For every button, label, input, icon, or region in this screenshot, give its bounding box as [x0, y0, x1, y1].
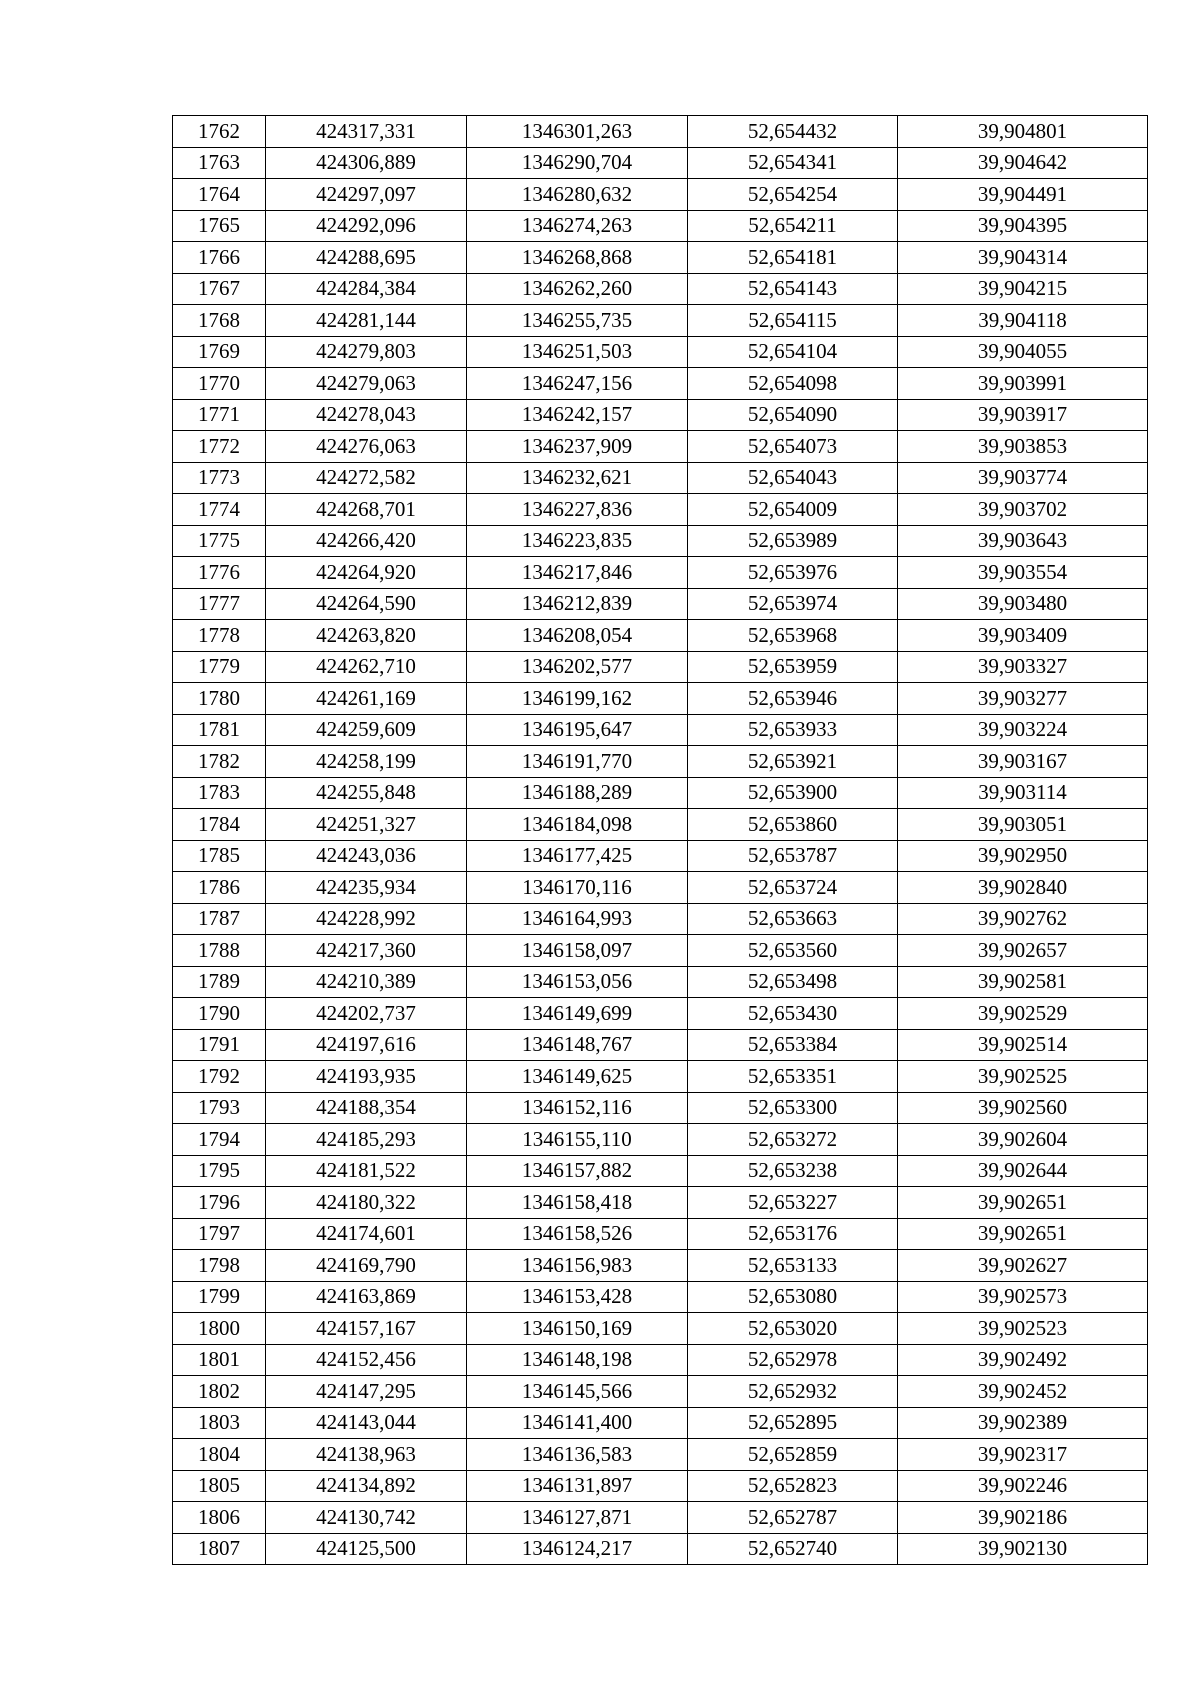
latitude-cell: 52,653300 [688, 1092, 898, 1124]
latitude-cell: 52,653133 [688, 1250, 898, 1282]
x-coordinate-cell: 424281,144 [266, 305, 467, 337]
table-row [173, 1218, 1148, 1250]
longitude-cell: 39,902840 [898, 872, 1148, 904]
point-number-cell: 1793 [173, 1092, 266, 1124]
table-row [173, 840, 1148, 872]
latitude-cell: 52,654043 [688, 462, 898, 494]
table-row [173, 809, 1148, 841]
latitude-cell: 52,653560 [688, 935, 898, 967]
latitude-cell: 52,654009 [688, 494, 898, 526]
table-row [173, 903, 1148, 935]
longitude-cell: 39,902581 [898, 966, 1148, 998]
latitude-cell: 52,653974 [688, 588, 898, 620]
y-coordinate-cell: 1346131,897 [467, 1470, 688, 1502]
y-coordinate-cell: 1346274,263 [467, 210, 688, 242]
table-row [173, 1439, 1148, 1471]
longitude-cell: 39,902651 [898, 1218, 1148, 1250]
table-row [173, 714, 1148, 746]
point-number-cell: 1776 [173, 557, 266, 589]
latitude-cell: 52,653272 [688, 1124, 898, 1156]
x-coordinate-cell: 424261,169 [266, 683, 467, 715]
y-coordinate-cell: 1346255,735 [467, 305, 688, 337]
y-coordinate-cell: 1346223,835 [467, 525, 688, 557]
longitude-cell: 39,903224 [898, 714, 1148, 746]
x-coordinate-cell: 424297,097 [266, 179, 467, 211]
y-coordinate-cell: 1346158,526 [467, 1218, 688, 1250]
point-number-cell: 1800 [173, 1313, 266, 1345]
point-number-cell: 1791 [173, 1029, 266, 1061]
x-coordinate-cell: 424180,322 [266, 1187, 467, 1219]
y-coordinate-cell: 1346232,621 [467, 462, 688, 494]
longitude-cell: 39,902525 [898, 1061, 1148, 1093]
point-number-cell: 1806 [173, 1502, 266, 1534]
point-number-cell: 1796 [173, 1187, 266, 1219]
x-coordinate-cell: 424217,360 [266, 935, 467, 967]
latitude-cell: 52,653921 [688, 746, 898, 778]
x-coordinate-cell: 424262,710 [266, 651, 467, 683]
y-coordinate-cell: 1346148,198 [467, 1344, 688, 1376]
y-coordinate-cell: 1346170,116 [467, 872, 688, 904]
longitude-cell: 39,904491 [898, 179, 1148, 211]
point-number-cell: 1784 [173, 809, 266, 841]
latitude-cell: 52,652740 [688, 1533, 898, 1565]
coordinates-table-body [173, 116, 1148, 1565]
latitude-cell: 52,653430 [688, 998, 898, 1030]
point-number-cell: 1792 [173, 1061, 266, 1093]
y-coordinate-cell: 1346301,263 [467, 116, 688, 148]
table-row [173, 651, 1148, 683]
longitude-cell: 39,903409 [898, 620, 1148, 652]
x-coordinate-cell: 424258,199 [266, 746, 467, 778]
table-row [173, 588, 1148, 620]
longitude-cell: 39,904395 [898, 210, 1148, 242]
latitude-cell: 52,654432 [688, 116, 898, 148]
table-row [173, 1344, 1148, 1376]
longitude-cell: 39,904118 [898, 305, 1148, 337]
x-coordinate-cell: 424193,935 [266, 1061, 467, 1093]
longitude-cell: 39,902651 [898, 1187, 1148, 1219]
point-number-cell: 1772 [173, 431, 266, 463]
latitude-cell: 52,654090 [688, 399, 898, 431]
table-row [173, 1092, 1148, 1124]
table-row [173, 1281, 1148, 1313]
y-coordinate-cell: 1346149,625 [467, 1061, 688, 1093]
x-coordinate-cell: 424279,063 [266, 368, 467, 400]
latitude-cell: 52,652978 [688, 1344, 898, 1376]
x-coordinate-cell: 424188,354 [266, 1092, 467, 1124]
y-coordinate-cell: 1346153,056 [467, 966, 688, 998]
longitude-cell: 39,903853 [898, 431, 1148, 463]
x-coordinate-cell: 424263,820 [266, 620, 467, 652]
longitude-cell: 39,904801 [898, 116, 1148, 148]
latitude-cell: 52,653724 [688, 872, 898, 904]
latitude-cell: 52,653176 [688, 1218, 898, 1250]
point-number-cell: 1768 [173, 305, 266, 337]
y-coordinate-cell: 1346156,983 [467, 1250, 688, 1282]
point-number-cell: 1774 [173, 494, 266, 526]
table-row [173, 1029, 1148, 1061]
table-row [173, 525, 1148, 557]
longitude-cell: 39,902762 [898, 903, 1148, 935]
point-number-cell: 1804 [173, 1439, 266, 1471]
point-number-cell: 1773 [173, 462, 266, 494]
table-row [173, 179, 1148, 211]
table-row [173, 210, 1148, 242]
latitude-cell: 52,653968 [688, 620, 898, 652]
longitude-cell: 39,904314 [898, 242, 1148, 274]
point-number-cell: 1794 [173, 1124, 266, 1156]
table-row [173, 1061, 1148, 1093]
y-coordinate-cell: 1346155,110 [467, 1124, 688, 1156]
point-number-cell: 1779 [173, 651, 266, 683]
table-row [173, 1313, 1148, 1345]
point-number-cell: 1788 [173, 935, 266, 967]
point-number-cell: 1777 [173, 588, 266, 620]
point-number-cell: 1785 [173, 840, 266, 872]
x-coordinate-cell: 424264,590 [266, 588, 467, 620]
x-coordinate-cell: 424264,920 [266, 557, 467, 589]
latitude-cell: 52,652859 [688, 1439, 898, 1471]
point-number-cell: 1770 [173, 368, 266, 400]
y-coordinate-cell: 1346212,839 [467, 588, 688, 620]
table-row [173, 116, 1148, 148]
longitude-cell: 39,902529 [898, 998, 1148, 1030]
x-coordinate-cell: 424152,456 [266, 1344, 467, 1376]
latitude-cell: 52,653976 [688, 557, 898, 589]
y-coordinate-cell: 1346208,054 [467, 620, 688, 652]
x-coordinate-cell: 424228,992 [266, 903, 467, 935]
y-coordinate-cell: 1346199,162 [467, 683, 688, 715]
latitude-cell: 52,653080 [688, 1281, 898, 1313]
y-coordinate-cell: 1346188,289 [467, 777, 688, 809]
y-coordinate-cell: 1346268,868 [467, 242, 688, 274]
longitude-cell: 39,904642 [898, 147, 1148, 179]
latitude-cell: 52,654143 [688, 273, 898, 305]
point-number-cell: 1797 [173, 1218, 266, 1250]
longitude-cell: 39,902246 [898, 1470, 1148, 1502]
point-number-cell: 1801 [173, 1344, 266, 1376]
table-row [173, 620, 1148, 652]
latitude-cell: 52,653946 [688, 683, 898, 715]
x-coordinate-cell: 424272,582 [266, 462, 467, 494]
latitude-cell: 52,653933 [688, 714, 898, 746]
y-coordinate-cell: 1346290,704 [467, 147, 688, 179]
latitude-cell: 52,652895 [688, 1407, 898, 1439]
longitude-cell: 39,904055 [898, 336, 1148, 368]
table-row [173, 336, 1148, 368]
latitude-cell: 52,654115 [688, 305, 898, 337]
point-number-cell: 1763 [173, 147, 266, 179]
latitude-cell: 52,654181 [688, 242, 898, 274]
table-row [173, 998, 1148, 1030]
point-number-cell: 1767 [173, 273, 266, 305]
point-number-cell: 1787 [173, 903, 266, 935]
longitude-cell: 39,903277 [898, 683, 1148, 715]
table-row [173, 1502, 1148, 1534]
y-coordinate-cell: 1346237,909 [467, 431, 688, 463]
y-coordinate-cell: 1346158,097 [467, 935, 688, 967]
x-coordinate-cell: 424185,293 [266, 1124, 467, 1156]
latitude-cell: 52,653959 [688, 651, 898, 683]
point-number-cell: 1778 [173, 620, 266, 652]
table-row [173, 966, 1148, 998]
y-coordinate-cell: 1346164,993 [467, 903, 688, 935]
y-coordinate-cell: 1346251,503 [467, 336, 688, 368]
x-coordinate-cell: 424197,616 [266, 1029, 467, 1061]
latitude-cell: 52,653787 [688, 840, 898, 872]
longitude-cell: 39,903643 [898, 525, 1148, 557]
longitude-cell: 39,904215 [898, 273, 1148, 305]
x-coordinate-cell: 424268,701 [266, 494, 467, 526]
latitude-cell: 52,653663 [688, 903, 898, 935]
y-coordinate-cell: 1346247,156 [467, 368, 688, 400]
table-row [173, 557, 1148, 589]
table-row [173, 242, 1148, 274]
x-coordinate-cell: 424235,934 [266, 872, 467, 904]
table-row [173, 1187, 1148, 1219]
y-coordinate-cell: 1346191,770 [467, 746, 688, 778]
x-coordinate-cell: 424157,167 [266, 1313, 467, 1345]
table-row [173, 1155, 1148, 1187]
point-number-cell: 1795 [173, 1155, 266, 1187]
latitude-cell: 52,654104 [688, 336, 898, 368]
x-coordinate-cell: 424134,892 [266, 1470, 467, 1502]
table-row [173, 1470, 1148, 1502]
y-coordinate-cell: 1346150,169 [467, 1313, 688, 1345]
x-coordinate-cell: 424259,609 [266, 714, 467, 746]
x-coordinate-cell: 424251,327 [266, 809, 467, 841]
latitude-cell: 52,654254 [688, 179, 898, 211]
latitude-cell: 52,653020 [688, 1313, 898, 1345]
point-number-cell: 1789 [173, 966, 266, 998]
table-row [173, 273, 1148, 305]
latitude-cell: 52,653238 [688, 1155, 898, 1187]
longitude-cell: 39,902317 [898, 1439, 1148, 1471]
y-coordinate-cell: 1346152,116 [467, 1092, 688, 1124]
longitude-cell: 39,902389 [898, 1407, 1148, 1439]
y-coordinate-cell: 1346145,566 [467, 1376, 688, 1408]
point-number-cell: 1799 [173, 1281, 266, 1313]
table-row [173, 462, 1148, 494]
latitude-cell: 52,653900 [688, 777, 898, 809]
point-number-cell: 1780 [173, 683, 266, 715]
latitude-cell: 52,653498 [688, 966, 898, 998]
longitude-cell: 39,903114 [898, 777, 1148, 809]
table-row [173, 777, 1148, 809]
x-coordinate-cell: 424278,043 [266, 399, 467, 431]
longitude-cell: 39,903917 [898, 399, 1148, 431]
longitude-cell: 39,903051 [898, 809, 1148, 841]
x-coordinate-cell: 424181,522 [266, 1155, 467, 1187]
x-coordinate-cell: 424130,742 [266, 1502, 467, 1534]
table-row [173, 431, 1148, 463]
x-coordinate-cell: 424243,036 [266, 840, 467, 872]
y-coordinate-cell: 1346127,871 [467, 1502, 688, 1534]
point-number-cell: 1781 [173, 714, 266, 746]
latitude-cell: 52,652932 [688, 1376, 898, 1408]
y-coordinate-cell: 1346136,583 [467, 1439, 688, 1471]
x-coordinate-cell: 424317,331 [266, 116, 467, 148]
longitude-cell: 39,902657 [898, 935, 1148, 967]
x-coordinate-cell: 424288,695 [266, 242, 467, 274]
longitude-cell: 39,903991 [898, 368, 1148, 400]
longitude-cell: 39,902627 [898, 1250, 1148, 1282]
y-coordinate-cell: 1346149,699 [467, 998, 688, 1030]
latitude-cell: 52,654098 [688, 368, 898, 400]
point-number-cell: 1802 [173, 1376, 266, 1408]
point-number-cell: 1798 [173, 1250, 266, 1282]
table-row [173, 147, 1148, 179]
point-number-cell: 1803 [173, 1407, 266, 1439]
y-coordinate-cell: 1346217,846 [467, 557, 688, 589]
longitude-cell: 39,903327 [898, 651, 1148, 683]
x-coordinate-cell: 424202,737 [266, 998, 467, 1030]
longitude-cell: 39,903554 [898, 557, 1148, 589]
table-row [173, 494, 1148, 526]
y-coordinate-cell: 1346195,647 [467, 714, 688, 746]
longitude-cell: 39,902514 [898, 1029, 1148, 1061]
longitude-cell: 39,903167 [898, 746, 1148, 778]
y-coordinate-cell: 1346148,767 [467, 1029, 688, 1061]
latitude-cell: 52,654073 [688, 431, 898, 463]
x-coordinate-cell: 424292,096 [266, 210, 467, 242]
table-row [173, 368, 1148, 400]
table-row [173, 746, 1148, 778]
latitude-cell: 52,653384 [688, 1029, 898, 1061]
longitude-cell: 39,902523 [898, 1313, 1148, 1345]
point-number-cell: 1807 [173, 1533, 266, 1565]
point-number-cell: 1786 [173, 872, 266, 904]
table-row [173, 305, 1148, 337]
latitude-cell: 52,654211 [688, 210, 898, 242]
x-coordinate-cell: 424138,963 [266, 1439, 467, 1471]
latitude-cell: 52,652787 [688, 1502, 898, 1534]
y-coordinate-cell: 1346280,632 [467, 179, 688, 211]
x-coordinate-cell: 424147,295 [266, 1376, 467, 1408]
x-coordinate-cell: 424125,500 [266, 1533, 467, 1565]
longitude-cell: 39,902573 [898, 1281, 1148, 1313]
longitude-cell: 39,902492 [898, 1344, 1148, 1376]
y-coordinate-cell: 1346124,217 [467, 1533, 688, 1565]
longitude-cell: 39,902560 [898, 1092, 1148, 1124]
point-number-cell: 1766 [173, 242, 266, 274]
point-number-cell: 1764 [173, 179, 266, 211]
latitude-cell: 52,653227 [688, 1187, 898, 1219]
x-coordinate-cell: 424143,044 [266, 1407, 467, 1439]
x-coordinate-cell: 424276,063 [266, 431, 467, 463]
latitude-cell: 52,654341 [688, 147, 898, 179]
y-coordinate-cell: 1346227,836 [467, 494, 688, 526]
latitude-cell: 52,653860 [688, 809, 898, 841]
x-coordinate-cell: 424174,601 [266, 1218, 467, 1250]
y-coordinate-cell: 1346184,098 [467, 809, 688, 841]
point-number-cell: 1771 [173, 399, 266, 431]
longitude-cell: 39,902644 [898, 1155, 1148, 1187]
longitude-cell: 39,902950 [898, 840, 1148, 872]
table-row [173, 1124, 1148, 1156]
longitude-cell: 39,903480 [898, 588, 1148, 620]
table-row [173, 399, 1148, 431]
point-number-cell: 1762 [173, 116, 266, 148]
x-coordinate-cell: 424169,790 [266, 1250, 467, 1282]
longitude-cell: 39,903702 [898, 494, 1148, 526]
point-number-cell: 1805 [173, 1470, 266, 1502]
x-coordinate-cell: 424266,420 [266, 525, 467, 557]
table-row [173, 1407, 1148, 1439]
y-coordinate-cell: 1346153,428 [467, 1281, 688, 1313]
point-number-cell: 1765 [173, 210, 266, 242]
x-coordinate-cell: 424306,889 [266, 147, 467, 179]
latitude-cell: 52,652823 [688, 1470, 898, 1502]
point-number-cell: 1783 [173, 777, 266, 809]
table-row [173, 1376, 1148, 1408]
longitude-cell: 39,902186 [898, 1502, 1148, 1534]
point-number-cell: 1790 [173, 998, 266, 1030]
longitude-cell: 39,902452 [898, 1376, 1148, 1408]
x-coordinate-cell: 424163,869 [266, 1281, 467, 1313]
latitude-cell: 52,653989 [688, 525, 898, 557]
y-coordinate-cell: 1346242,157 [467, 399, 688, 431]
y-coordinate-cell: 1346141,400 [467, 1407, 688, 1439]
y-coordinate-cell: 1346177,425 [467, 840, 688, 872]
table-row [173, 935, 1148, 967]
y-coordinate-cell: 1346158,418 [467, 1187, 688, 1219]
longitude-cell: 39,902604 [898, 1124, 1148, 1156]
x-coordinate-cell: 424284,384 [266, 273, 467, 305]
longitude-cell: 39,903774 [898, 462, 1148, 494]
longitude-cell: 39,902130 [898, 1533, 1148, 1565]
point-number-cell: 1775 [173, 525, 266, 557]
point-number-cell: 1782 [173, 746, 266, 778]
table-row [173, 1533, 1148, 1565]
x-coordinate-cell: 424210,389 [266, 966, 467, 998]
x-coordinate-cell: 424255,848 [266, 777, 467, 809]
x-coordinate-cell: 424279,803 [266, 336, 467, 368]
y-coordinate-cell: 1346262,260 [467, 273, 688, 305]
y-coordinate-cell: 1346202,577 [467, 651, 688, 683]
coordinates-table [172, 115, 1148, 1565]
y-coordinate-cell: 1346157,882 [467, 1155, 688, 1187]
table-row [173, 1250, 1148, 1282]
table-row [173, 872, 1148, 904]
table-row [173, 683, 1148, 715]
latitude-cell: 52,653351 [688, 1061, 898, 1093]
point-number-cell: 1769 [173, 336, 266, 368]
